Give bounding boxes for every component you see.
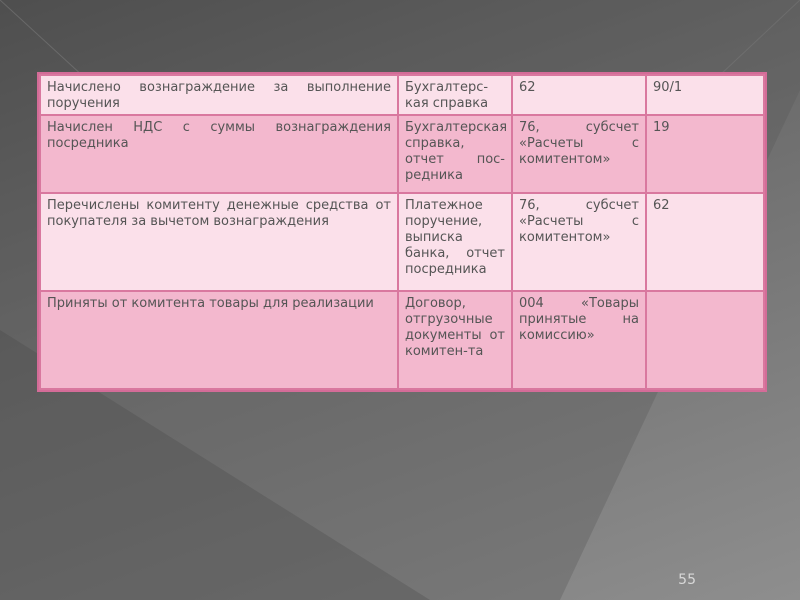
table-row: [40, 193, 764, 291]
credit-cell: 90/1: [646, 75, 764, 115]
operation-cell: Приняты от комитента товары для реализации: [40, 291, 398, 389]
accounting-entries-table: [39, 74, 765, 390]
page-number: 55: [678, 572, 696, 588]
document-cell: Договор, отгрузочные документы от комитен-та: [398, 291, 512, 389]
credit-cell: 19: [646, 115, 764, 193]
debit-cell: 62: [512, 75, 646, 115]
document-cell: Бухгалтерская справка, отчет пос-редника: [398, 115, 512, 193]
debit-cell: 76, субсчет «Расчеты с комитентом»: [512, 115, 646, 193]
debit-cell: 004 «Товары принятые на комиссию»: [512, 291, 646, 389]
operation-cell: Перечислены комитенту денежные средства от покупателя за вычетом вознаграждения: [40, 193, 398, 291]
credit-cell: 62: [646, 193, 764, 291]
document-cell: Бухгалтерс-кая справка: [398, 75, 512, 115]
table-row: [40, 115, 764, 193]
debit-cell: 76, субсчет «Расчеты с комитентом»: [512, 193, 646, 291]
document-cell: Платежное поручение, выписка банка, отчет посредника: [398, 193, 512, 291]
table-row: [40, 291, 764, 389]
credit-cell: [646, 291, 764, 389]
operation-cell: Начислен НДС с суммы вознаграждения посредника: [40, 115, 398, 193]
operation-cell: Начислено вознаграждение за выполнение поручения: [40, 75, 398, 115]
table-row: [40, 75, 764, 115]
